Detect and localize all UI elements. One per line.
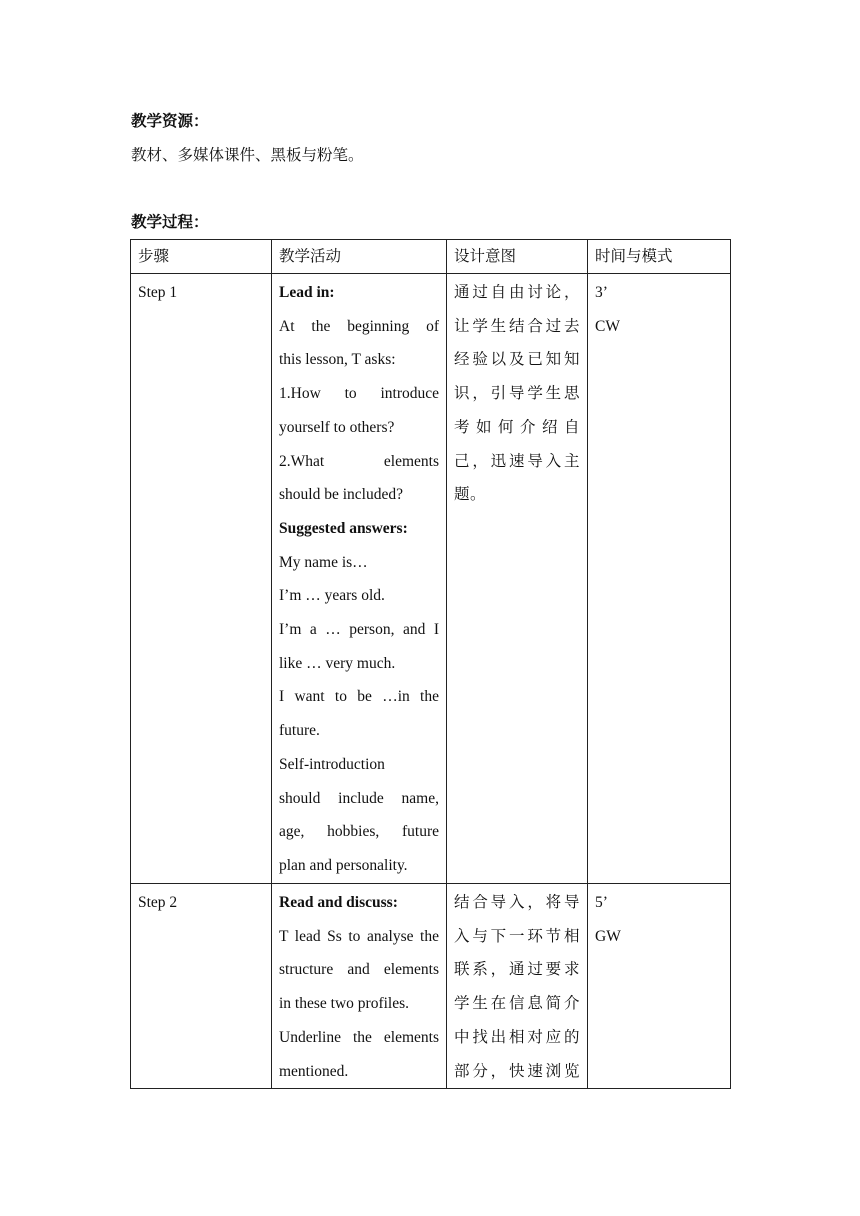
- teaching-process-table: [130, 239, 731, 1089]
- intent-line: 部分，快速浏览: [454, 1062, 580, 1080]
- table-header-row: [131, 240, 731, 274]
- column-header-time-mode: 时间与模式: [588, 240, 731, 274]
- activity-line: like … very much.: [279, 654, 396, 672]
- step-label: Step 2: [138, 894, 178, 911]
- resources-text: 教材、多媒体课件、黑板与粉笔。: [131, 147, 364, 164]
- intent-line: 己，迅速导入主: [454, 452, 580, 470]
- step-cell: [131, 884, 272, 1089]
- intent-line: 让学生结合过去: [454, 317, 580, 335]
- intent-line: 结合导入，将导: [454, 894, 580, 911]
- activity-line: should include name,: [279, 789, 439, 807]
- process-heading: 教学过程：: [131, 214, 209, 231]
- step-label: Step 1: [138, 284, 178, 301]
- activity-line: plan and personality.: [279, 856, 408, 874]
- activity-cell: [272, 884, 447, 1089]
- intent-line: 学生在信息简介: [454, 995, 580, 1013]
- column-header-step: 步骤: [131, 240, 272, 274]
- time-value: 5’: [595, 894, 608, 911]
- activity-line: Lead in:: [279, 284, 335, 301]
- time-mode-cell: [588, 884, 731, 1089]
- intent-line: 联系，通过要求: [454, 961, 580, 979]
- activity-line: in these two profiles.: [279, 995, 410, 1013]
- activity-cell: [272, 274, 447, 884]
- activity-line: this lesson, T asks:: [279, 351, 396, 369]
- column-header-activity: 教学活动: [272, 240, 447, 274]
- activity-line: I’m … years old.: [279, 587, 385, 605]
- activity-line: Suggested answers:: [279, 519, 408, 537]
- activity-line: should be included?: [279, 486, 403, 504]
- activity-line: structure and elements: [279, 961, 439, 979]
- activity-line: future.: [279, 722, 320, 740]
- activity-line: mentioned.: [279, 1062, 349, 1080]
- intent-cell: [447, 884, 588, 1089]
- activity-line: At the beginning of: [279, 317, 439, 335]
- intent-cell: [447, 274, 588, 884]
- activity-line: 2.What elements: [279, 452, 439, 470]
- activity-line: Read and discuss:: [279, 894, 398, 911]
- intent-line: 识，引导学生思: [454, 385, 580, 403]
- intent-line: 题。: [454, 486, 487, 504]
- mode-value: GW: [595, 927, 621, 945]
- intent-line: 中找出相对应的: [454, 1028, 580, 1046]
- table-row: [131, 884, 731, 1089]
- activity-line: T lead Ss to analyse the: [279, 927, 439, 945]
- time-value: 3’: [595, 284, 608, 301]
- step-cell: [131, 274, 272, 884]
- activity-line: age, hobbies, future: [279, 823, 439, 841]
- activity-line: I want to be …in the: [279, 688, 439, 706]
- table-row: [131, 274, 731, 884]
- column-header-intent: 设计意图: [447, 240, 588, 274]
- intent-line: 考如何介绍自: [454, 418, 580, 436]
- activity-line: My name is…: [279, 553, 368, 571]
- activity-line: Self-introduction: [279, 755, 385, 773]
- intent-line: 入与下一环节相: [454, 927, 580, 945]
- activity-line: I’m a … person, and I: [279, 621, 439, 639]
- resources-heading: 教学资源：: [131, 113, 209, 130]
- time-mode-cell: [588, 274, 731, 884]
- activity-line: Underline the elements: [279, 1028, 439, 1046]
- mode-value: CW: [595, 317, 620, 335]
- activity-line: 1.How to introduce: [279, 385, 439, 403]
- activity-line: yourself to others?: [279, 418, 395, 436]
- intent-line: 通过自由讨论，: [454, 284, 580, 301]
- intent-line: 经验以及已知知: [454, 351, 580, 369]
